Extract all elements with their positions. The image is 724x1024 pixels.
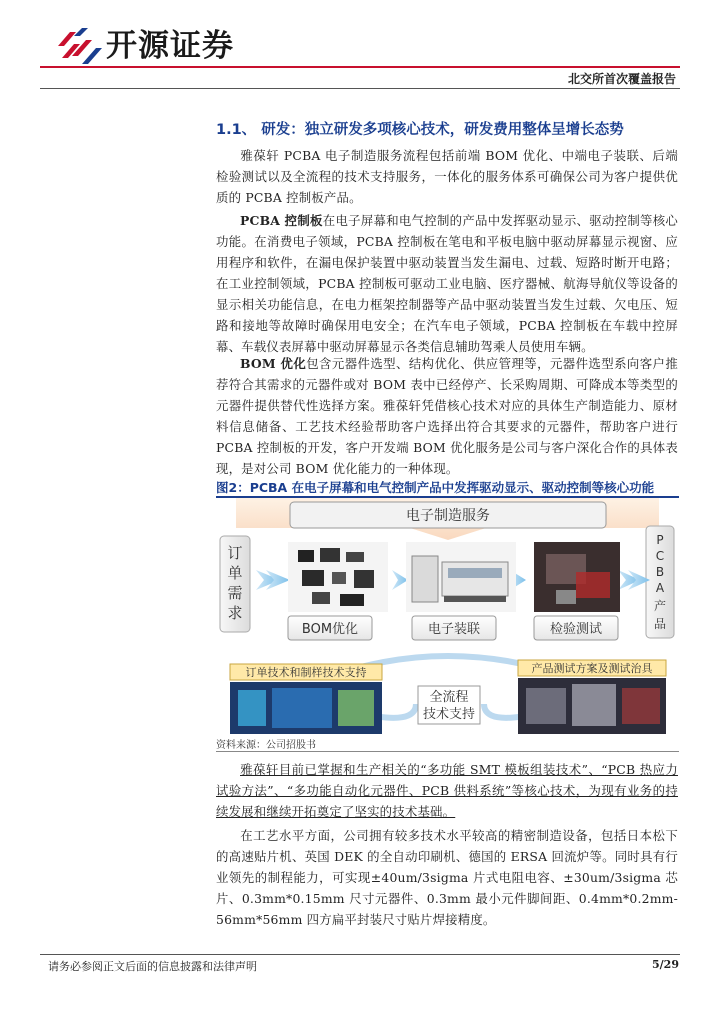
paragraph-5-text: 在工艺水平方面，公司拥有较多技术水平较高的精密制造设备，包括日本松下的高速贴片机、英国 DEK 的全自动印刷机、德国的 ERSA 回流炉等。同时具有行业领先的制程能力，可实现±40um/3sigma 片式电阻电容、±30um/3sigma 芯片、0.3mm*0.15mm 尺寸元器件、0.3mm 最小元件脚间距、0.4mm*0.2mm-56mm*56mm 四方扁平封装尺寸贴片焊接精度。 [216, 828, 678, 927]
paragraph-3-lead: BOM 优化 [240, 356, 307, 371]
svg-text:产: 产 [653, 599, 667, 613]
banner-label: 电子制造服务 [406, 508, 490, 524]
paragraph-1-text: 雅葆轩 PCBA 电子制造服务流程包括前端 BOM 优化、中端电子装联、后端检验测试以及全流程的技术支持服务，一体化的服务体系可确保公司为客户提供优质的 PCBA 控制板产品。 [216, 148, 678, 205]
header-rule [40, 88, 680, 89]
step-testing-label: 检验测试 [549, 622, 603, 637]
page-number: 5/29 [652, 958, 679, 971]
step-bom [288, 616, 372, 640]
step-assembly-label: 电子装联 [427, 622, 481, 637]
bottom-right-support [518, 660, 666, 734]
components-photo [288, 542, 388, 612]
figure-diagram [216, 498, 679, 734]
paragraph-4-text: 雅葆轩目前已掌握和生产相关的“多功能 SMT 模板组装技术”、“PCB 热应力试验方法”、“多功能自动化元器件、PCB 供料系统”等核心技术，为现有业务的持续发展和继续开拓奠定了坚实的技术基础。 [216, 762, 678, 819]
paragraph-1 [216, 145, 678, 208]
paragraph-2-lead: PCBA 控制板 [240, 213, 323, 228]
paragraph-5 [216, 825, 678, 930]
svg-text:求: 求 [227, 604, 243, 622]
step-testing [534, 616, 618, 640]
order-demand-box [220, 536, 250, 632]
paragraph-4 [216, 759, 678, 822]
svg-text:C: C [655, 549, 665, 563]
svg-text:全流程: 全流程 [429, 690, 469, 705]
step-bom-label: BOM优化 [301, 622, 359, 637]
figure-bottom-rule [216, 751, 679, 752]
svg-text:订: 订 [227, 544, 243, 562]
paragraph-3-text: 包含元器件选型、结构优化、供应管理等，元器件选型系向客户推荐符合其需求的元器件或对 BOM 表中已经停产、长采购周期、可降成本等类型的元器件提供替代性选择方案。雅葆轩凭借核心技术对应的具体生产制造能力、原材料信息储备、工艺技术经验帮助客户选择出符合其要求的元器件，帮助客户进行 PCBA 控制板的开发，客户开发端 BOM 优化服务是公司与客户深化合作的具体表现，是对公司 BOM 优化能力的一种体现。 [216, 356, 678, 476]
report-type: 北交所首次覆盖报告 [567, 72, 676, 86]
svg-text:技术支持: 技术支持 [422, 707, 476, 722]
step-assembly [412, 616, 496, 640]
top-banner [236, 498, 659, 540]
paragraph-2-text: 在电子屏幕和电气控制的产品中发挥驱动显示、驱动控制等核心功能。在消费电子领域，PCBA 控制板在笔电和平板电脑中驱动屏幕显示视窗、应用程序和软件，在漏电保护装置中驱动装置当发生漏电、过载、短路时断开电路；在工业控制领域，PCBA 控制板可驱动工业电脑、医疗器械、航海导航仪等设备的显示相关功能信息，在电力框架控制器等产品中驱动装置当发生过载、欠电压、短路和接地等故障时确保用电安全；在汽车电子领域，PCBA 控制板在车载中控屏幕、车载仪表屏幕中驱动屏幕显示各类信息辅助驾乘人员使用车辆。 [216, 213, 678, 354]
section-title: 1.1、 研发：独立研发多项核心技术，研发费用整体呈增长态势 [216, 122, 624, 138]
svg-text:B: B [655, 565, 665, 579]
bottom-center-support [418, 686, 480, 724]
footer-rule [40, 954, 680, 955]
header-divider [40, 66, 680, 68]
logo-icon [52, 26, 108, 66]
svg-text:单: 单 [227, 564, 243, 582]
smt-machine-photo [406, 542, 516, 612]
svg-text:A: A [655, 581, 665, 595]
figure-title: 图2：PCBA 在电子屏幕和电气控制产品中发挥驱动显示、驱动控制等核心功能 [216, 480, 655, 495]
bottom-right-label: 产品测试方案及测试治具 [531, 662, 653, 675]
paragraph-3 [216, 353, 678, 479]
footer-disclaimer: 请务必参阅正文后面的信息披露和法律声明 [48, 960, 257, 973]
bottom-left-support [230, 664, 382, 734]
testing-photo [534, 542, 620, 612]
logo-text: 开源证券 [106, 28, 234, 64]
paragraph-2 [216, 210, 678, 357]
svg-text:品: 品 [653, 617, 667, 631]
svg-text:需: 需 [227, 584, 243, 602]
pcba-product-box [646, 526, 674, 638]
bottom-left-label: 订单技术和制样技术支持 [245, 666, 367, 679]
figure-source: 资料来源：公司招股书 [216, 740, 316, 751]
svg-text:P: P [656, 533, 664, 547]
